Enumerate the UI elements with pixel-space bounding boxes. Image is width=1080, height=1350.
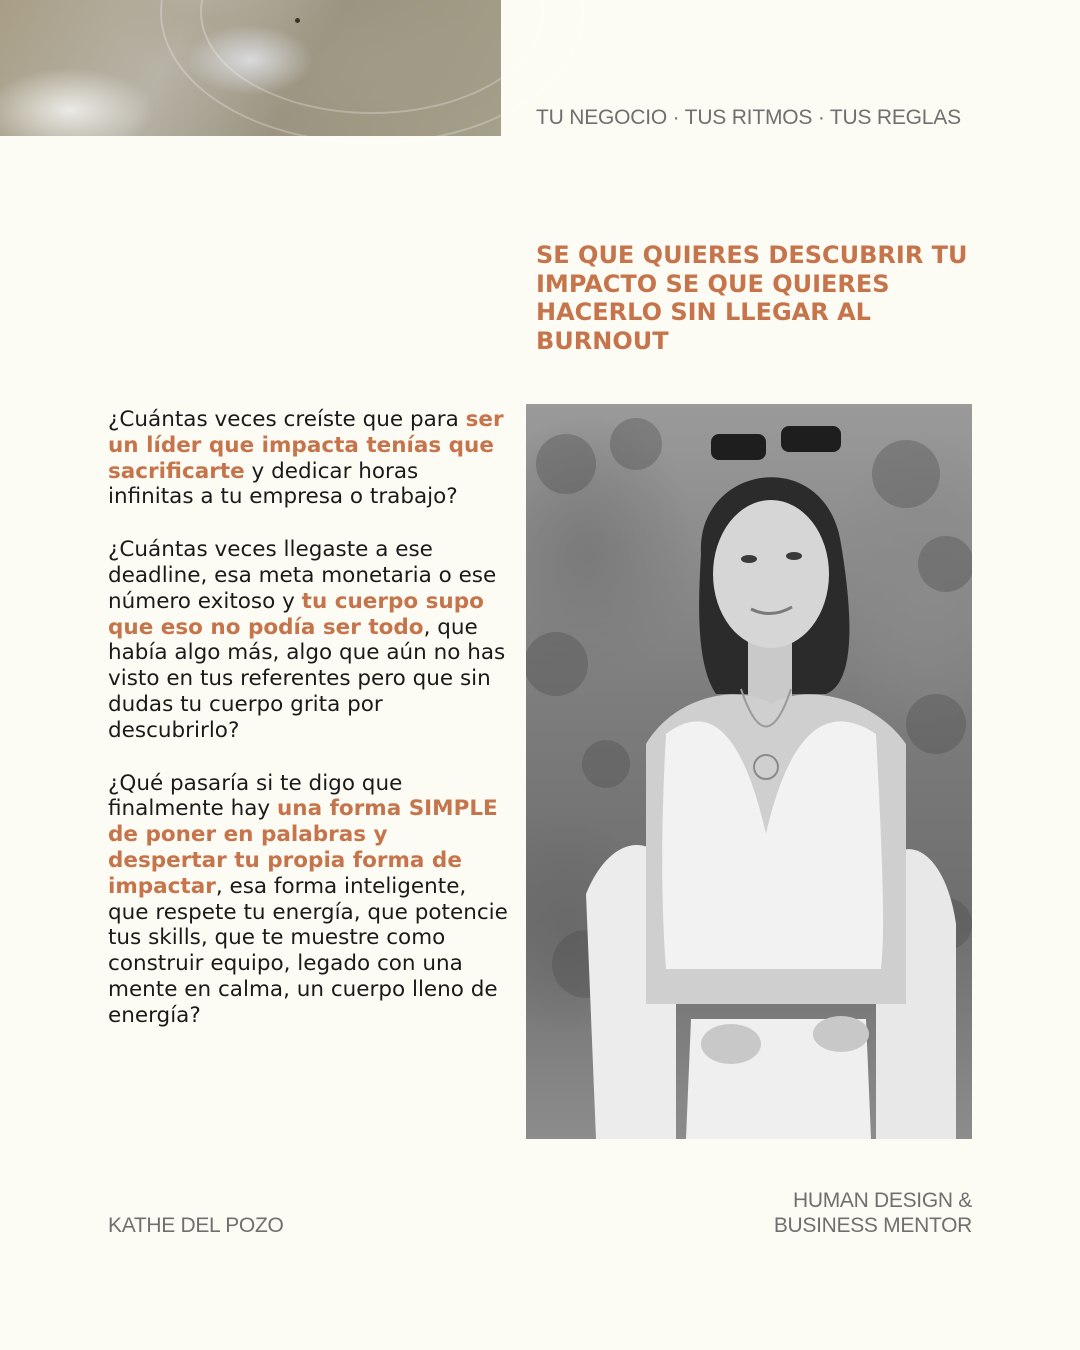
author-role-line-2: BUSINESS MENTOR: [773, 1214, 972, 1237]
paragraph-2-highlight: tu cuerpo supo que eso no podía ser todo: [108, 588, 484, 640]
paragraph-2-text-end: , que había algo más, algo que aún no has visto en tus referentes pero que sin dudas tu cuerpo grita por descubrirlo?: [108, 614, 506, 743]
paragraph-1: [108, 407, 508, 510]
portrait-illustration: [526, 404, 972, 1139]
paragraph-1-highlight: ser un líder que impacta tenías que sacrificarte: [108, 407, 504, 484]
paragraph-1-text-end: y dedicar horas infinitas a tu empresa o trabajo?: [108, 458, 458, 510]
portrait-photo: [526, 404, 972, 1139]
author-role-line-1: HUMAN DESIGN &: [793, 1189, 972, 1212]
paragraph-3: [108, 771, 508, 1029]
paragraph-3-text-end: , esa forma inteligente, que respete tu energía, que potencie tus skills, que te muestre como construir equipo, legado con una mente en calma, un cuerpo lleno de energía?: [108, 873, 508, 1028]
texture-dot: [295, 18, 300, 23]
paragraph-3-highlight: una forma SIMPLE de poner en palabras y despertar tu propia forma de impactar: [108, 796, 498, 899]
paragraph-3-text: ¿Qué pasaría si te digo que finalmente hay: [108, 770, 403, 822]
body-text: [108, 407, 508, 1056]
paragraph-1-text: ¿Cuántas veces creíste que para: [108, 407, 466, 432]
headline: SE QUE QUIERES DESCUBRIR TU IMPACTO SE QUE QUIERES HACERLO SIN LLEGAR AL BURNOUT: [536, 241, 968, 355]
tagline: TU NEGOCIO · TUS RITMOS · TUS REGLAS: [536, 106, 961, 129]
paragraph-2: [108, 537, 508, 743]
paragraph-2-text: ¿Cuántas veces llegaste a ese deadline, esa meta monetaria o ese número exitoso y: [108, 537, 497, 614]
author-role: [774, 1188, 972, 1238]
author-name: KATHE DEL POZO: [108, 1214, 284, 1237]
decorative-texture-image: [0, 0, 501, 136]
